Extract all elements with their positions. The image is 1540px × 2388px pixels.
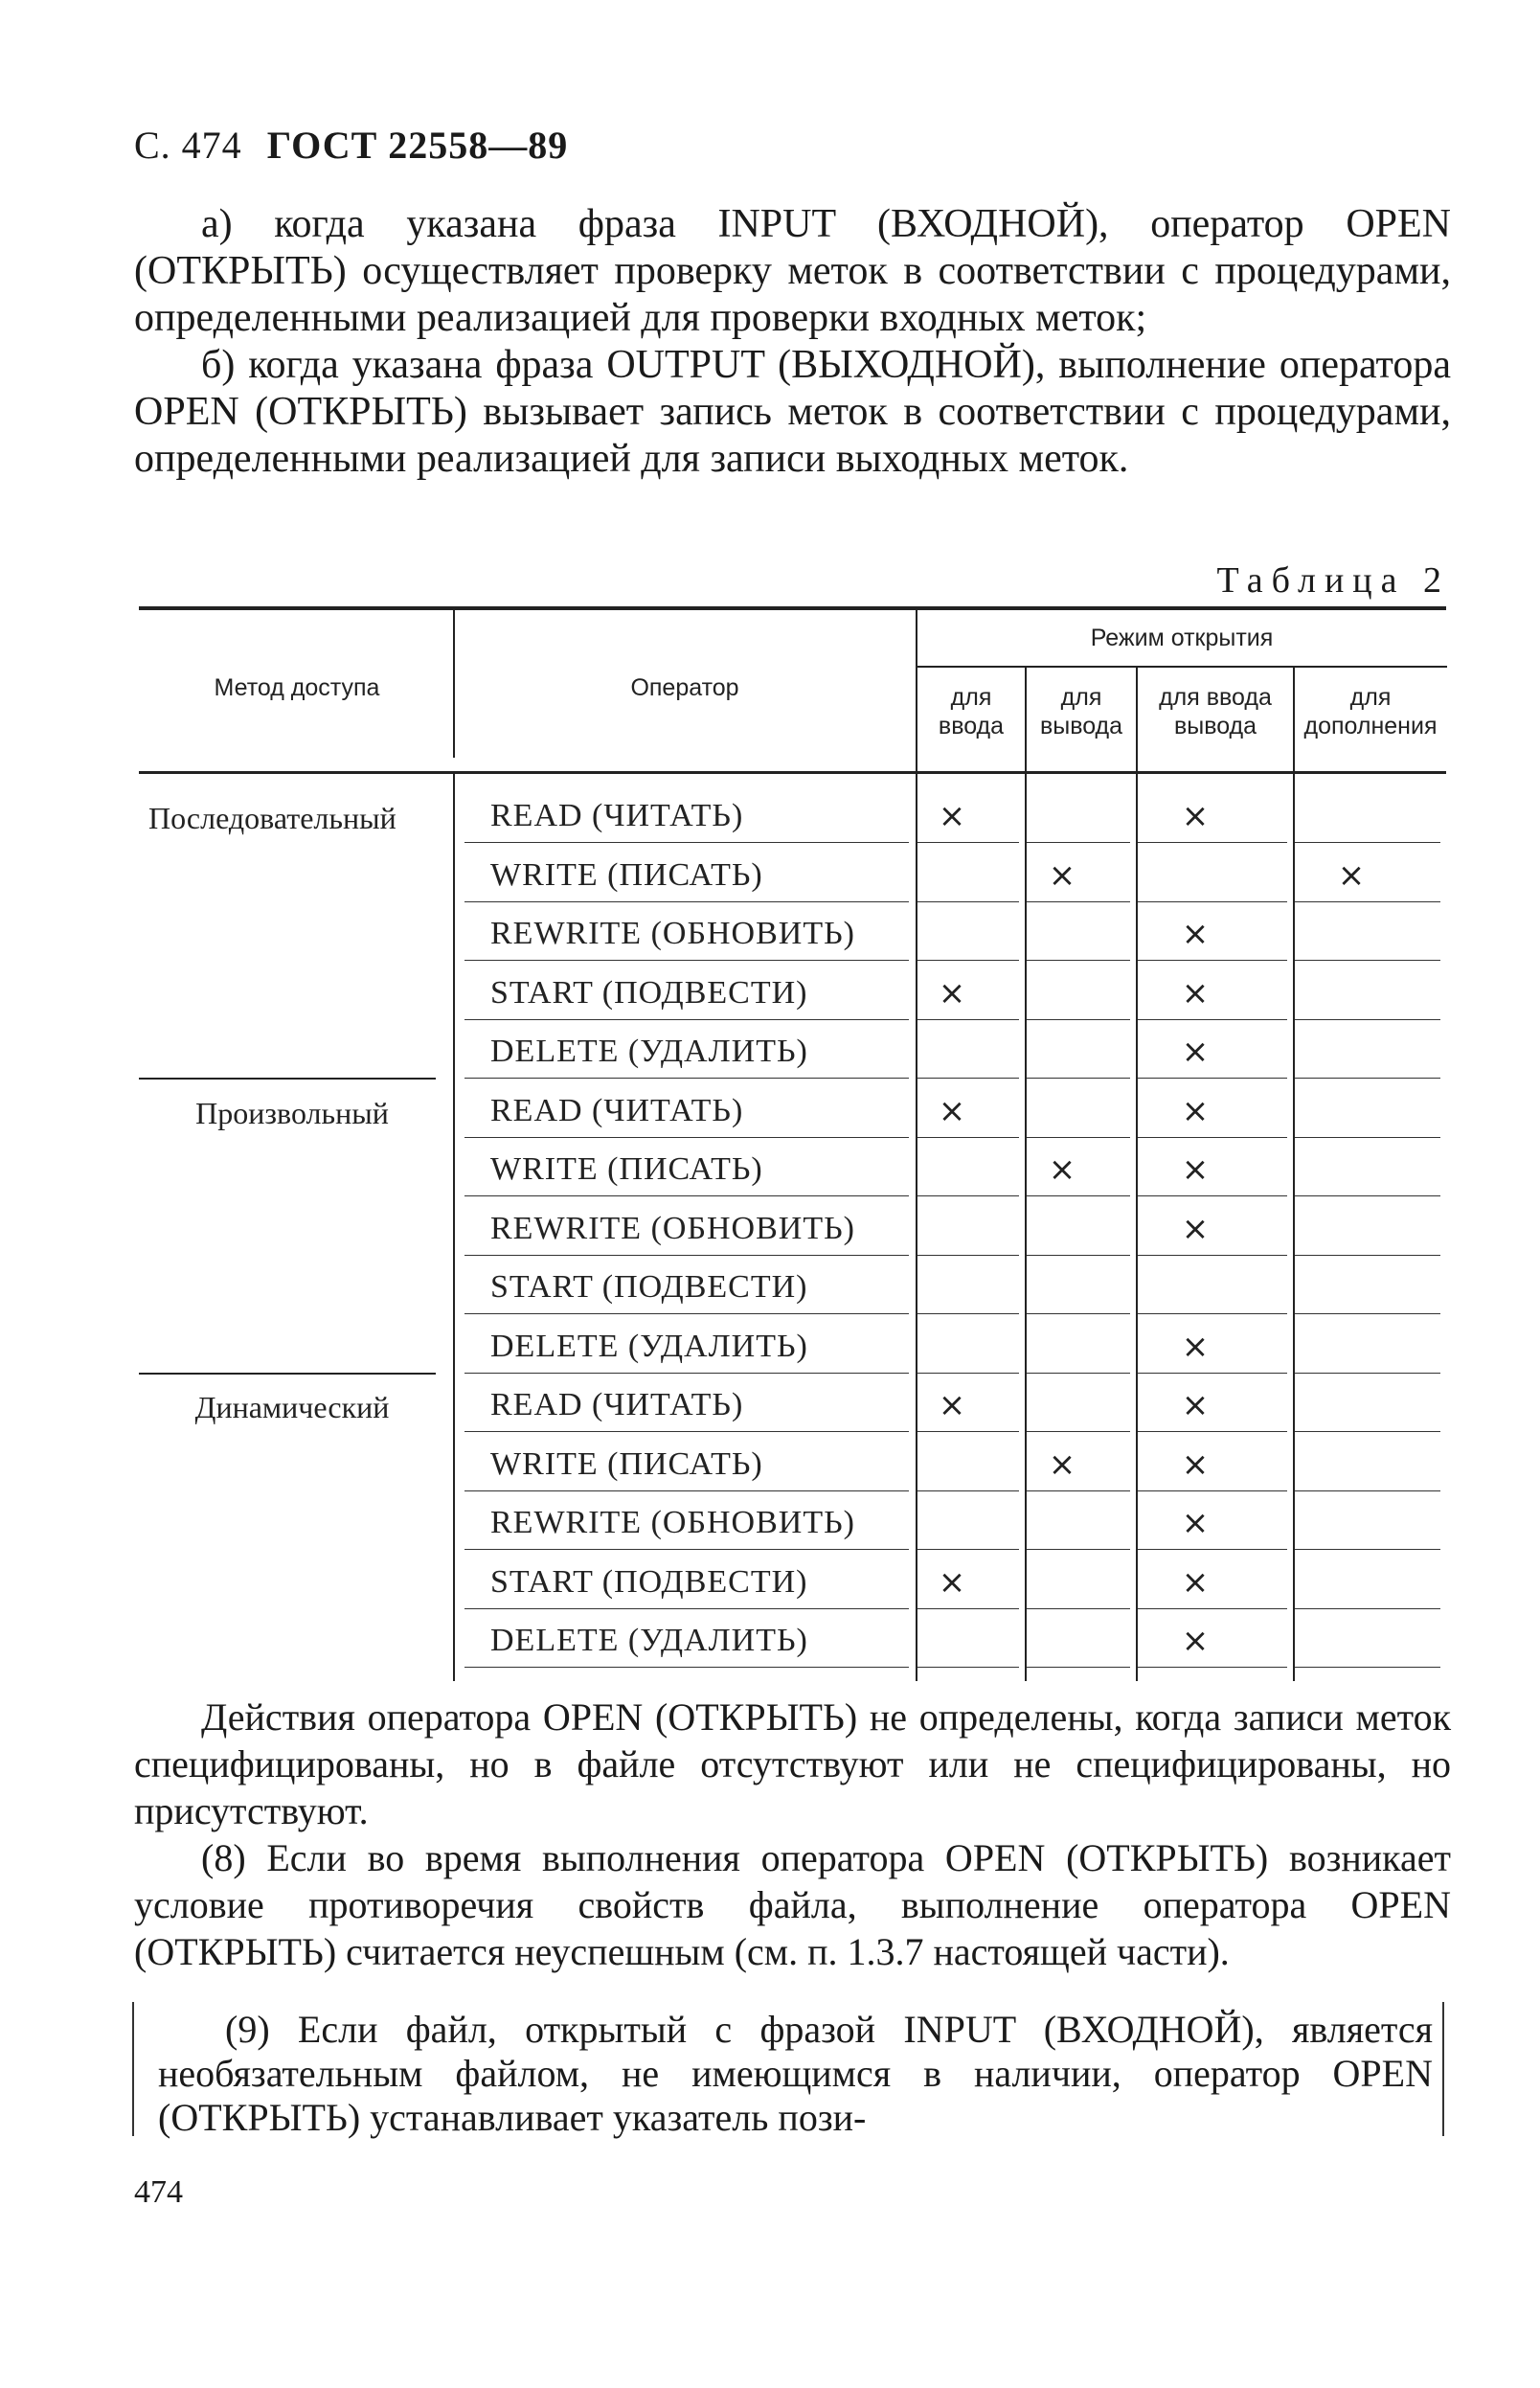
- access-method-1: Произвольный: [195, 1095, 389, 1130]
- header-mode-extend: для дополнения: [1303, 684, 1438, 739]
- item-a: а) когда указана фраза INPUT (ВХОДНОЙ), оператор OPEN (ОТКРЫТЬ) осуществляет проверку меток в соответствии с процедурами, определенными реализацией для проверки входных меток;: [134, 202, 1451, 340]
- mode-mark: ×: [1181, 1622, 1210, 1660]
- after-table-text: [134, 1694, 1451, 1975]
- intro-paragraphs: [134, 201, 1451, 483]
- mode-mark: ×: [1181, 1209, 1210, 1248]
- access-mode-table: [134, 606, 1451, 1681]
- mode-mark: ×: [1337, 855, 1366, 895]
- header-method: Метод доступа: [214, 674, 380, 701]
- mode-mark: ×: [938, 1386, 966, 1424]
- mode-mark: ×: [1181, 915, 1210, 953]
- item-b: б) когда указана фраза OUTPUT (ВЫХОДНОЙ), выполнение оператора OPEN (ОТКРЫТЬ) вызывает запись меток в соответствии с процедурами, определенными реализацией для записи выходных меток.: [134, 343, 1451, 481]
- mode-mark: ×: [938, 797, 966, 835]
- access-method-0: Последовательный: [148, 801, 396, 835]
- operator-cell: START (ПОДВЕСТИ): [490, 1269, 808, 1305]
- operator-cell: DELETE (УДАЛИТЬ): [490, 1623, 808, 1658]
- mode-mark: ×: [1048, 855, 1076, 895]
- mode-mark: ×: [1181, 973, 1210, 1012]
- mode-mark: ×: [1181, 1150, 1210, 1189]
- mode-mark: ×: [1181, 1562, 1210, 1602]
- mode-mark: ×: [1048, 1444, 1076, 1484]
- operator-cell: WRITE (ПИСАТЬ): [490, 1445, 763, 1482]
- paragraph-open-undefined: Действия оператора OPEN (ОТКРЫТЬ) не определены, когда записи меток специфицированы, но в файле отсутствуют или не специфицированы, но присутствуют.: [134, 1695, 1451, 1832]
- page-label: С. 474: [134, 124, 242, 167]
- paragraph-9: (9) Если файл, открытый с фразой INPUT (ВХОДНОЙ), является необязательным файлом, не имеющимся в наличии, оператор OPEN (ОТКРЫТЬ) устанавливает указатель пози-: [158, 2008, 1433, 2139]
- mode-mark: ×: [1181, 1504, 1210, 1542]
- mode-mark: ×: [1181, 797, 1210, 835]
- mode-mark: ×: [938, 973, 966, 1012]
- mode-mark: ×: [1181, 1327, 1210, 1366]
- operator-cell: REWRITE (ОБНОВИТЬ): [490, 916, 855, 951]
- header-operator: Оператор: [630, 674, 739, 701]
- operator-cell: WRITE (ПИСАТЬ): [490, 1151, 763, 1187]
- header-mode-output: для вывода: [1039, 684, 1123, 739]
- operator-cell: REWRITE (ОБНОВИТЬ): [490, 1505, 855, 1540]
- header-mode-io: для ввода вывода: [1159, 684, 1272, 739]
- gost-number: ГОСТ 22558—89: [266, 124, 569, 167]
- page-number: 474: [134, 2174, 183, 2210]
- operator-cell: READ (ЧИТАТЬ): [490, 798, 744, 833]
- page-header: [134, 123, 568, 168]
- mode-mark: ×: [938, 1091, 966, 1130]
- mode-mark: ×: [938, 1562, 966, 1602]
- mode-mark: ×: [1048, 1150, 1076, 1189]
- mode-mark: ×: [1181, 1091, 1210, 1130]
- operator-cell: REWRITE (ОБНОВИТЬ): [490, 1210, 855, 1246]
- operator-cell: WRITE (ПИСАТЬ): [490, 856, 763, 893]
- operator-cell: DELETE (УДАЛИТЬ): [490, 1034, 808, 1069]
- header-mode-input: для ввода: [938, 684, 1005, 739]
- mode-mark: ×: [1181, 1033, 1210, 1071]
- mode-mark: ×: [1181, 1444, 1210, 1484]
- access-method-2: Динамический: [194, 1390, 390, 1424]
- mode-mark: ×: [1181, 1386, 1210, 1424]
- operator-cell: READ (ЧИТАТЬ): [490, 1387, 744, 1422]
- operator-cell: READ (ЧИТАТЬ): [490, 1092, 744, 1128]
- operator-cell: START (ПОДВЕСТИ): [490, 1563, 808, 1600]
- paragraph-8: (8) Если во время выполнения оператора OPEN (ОТКРЫТЬ) возникает условие противоречия свойств файла, выполнение оператора OPEN (ОТКРЫТЬ) считается неуспешным (см. п. 1.3.7 настоящей части).: [134, 1836, 1451, 1973]
- header-mode: Режим открытия: [1090, 625, 1274, 651]
- boxed-paragraph-9: [132, 2002, 1444, 2139]
- operator-cell: DELETE (УДАЛИТЬ): [490, 1328, 808, 1364]
- table-caption: Таблица 2: [1216, 560, 1450, 601]
- operator-cell: START (ПОДВЕСТИ): [490, 974, 808, 1011]
